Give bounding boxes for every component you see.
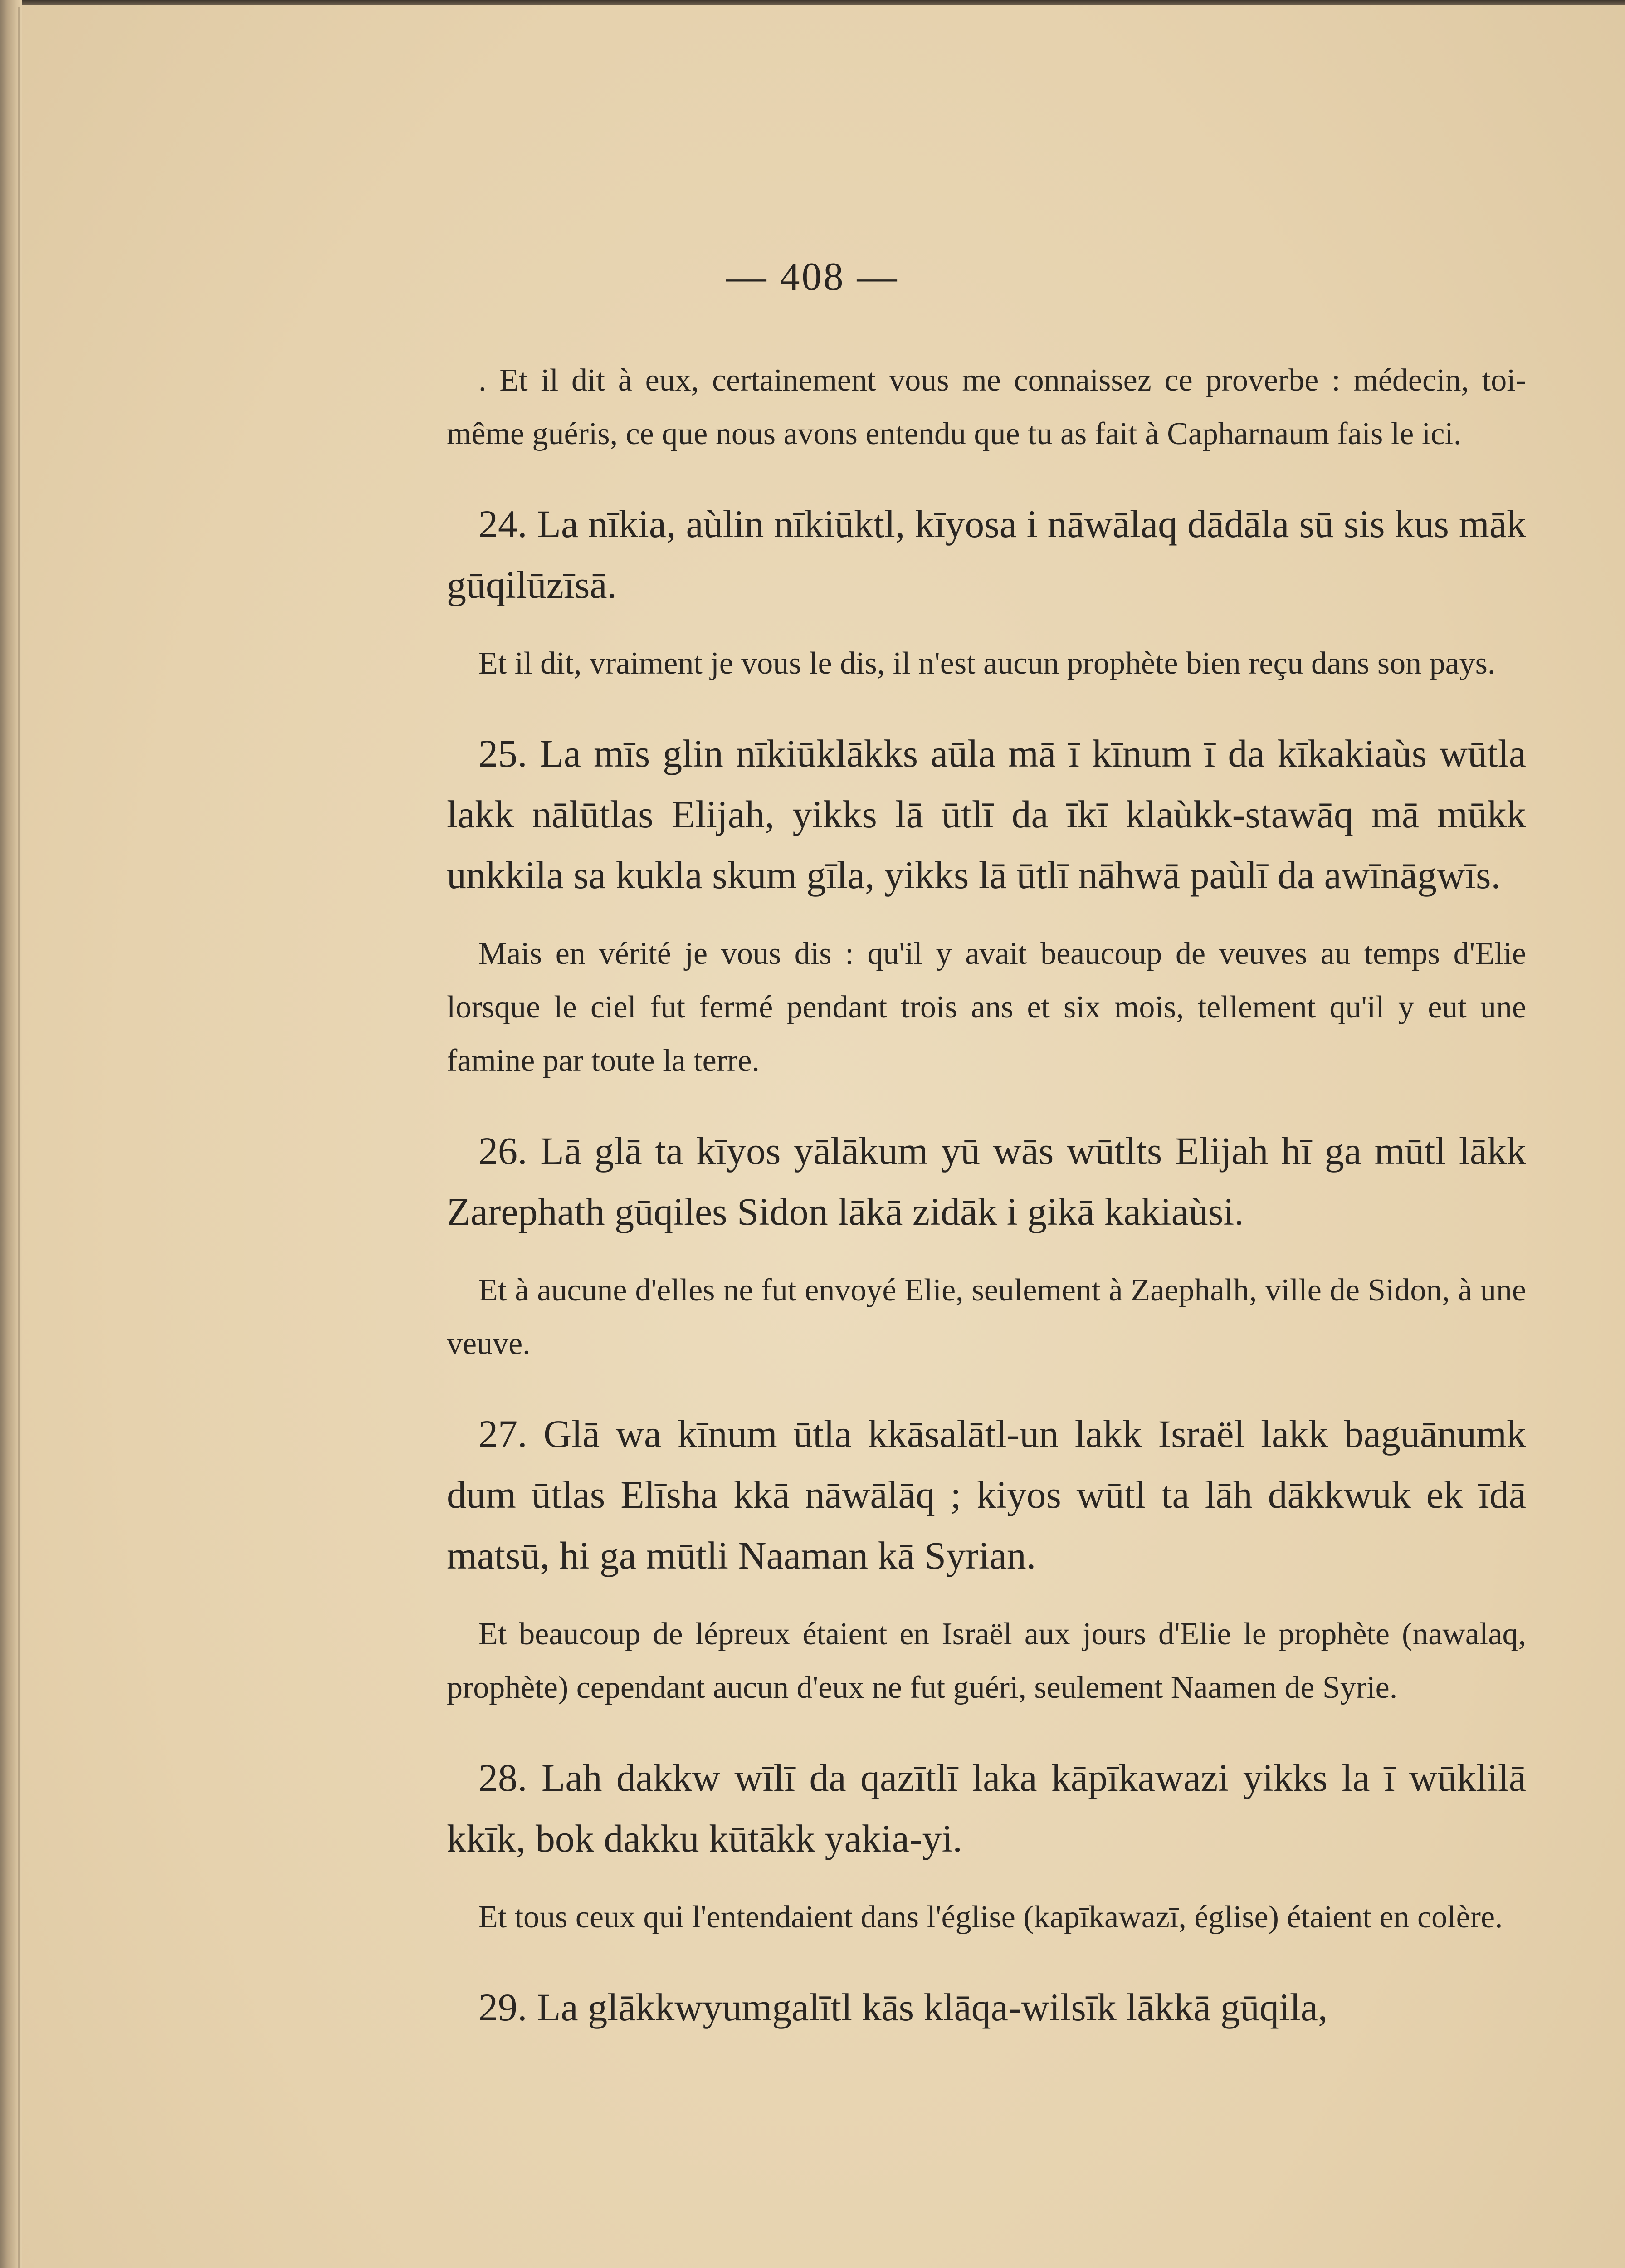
verse-24-french: Et il dit, vraiment je vous le dis, il n'est aucun prophète bien reçu dans son pays. — [478, 646, 1496, 681]
spacer — [447, 1242, 1526, 1264]
verse-25-french: Mais en vérité je vous dis : qu'il y avait beaucoup de veuves au temps d'Elie lorsque le ciel fut fermé pendant trois ans et six mois, tellement qu'il y eut une famine par toute la terre. — [447, 936, 1526, 1078]
verse-25-native: 25. La mīs glin nīkiūklākks aūla mā ī kīnum ī da kīkakiaùs wūtla lakk nālūtlas Elijah, yikks lā ūtlī da īkī klaùkk-stawāq mā mūkk unkkila sa kukla skum gīla, yikks lā ūtlī nāhwā paùlī da awīnāgwīs. — [447, 732, 1526, 897]
spine-fold-line — [18, 7, 20, 2268]
spacer — [447, 1869, 1526, 1891]
spacer — [447, 1944, 1526, 1977]
verse-27-native: 27. Glā wa kīnum ūtla kkāsalātl-un lakk Israël lakk baguānumk dum ūtlas Elīsha kkā nāwālāq ; kiyos wūtl ta lāh dākkwuk ek īdā matsū, hi ga mūtli Naaman kā Syrian. — [447, 1412, 1526, 1577]
spacer — [447, 461, 1526, 494]
spacer — [447, 905, 1526, 927]
verse-26-french: Et à aucune d'elles ne fut envoyé Elie, seulement à Zaephalh, ville de Sidon, à une veuve. — [447, 1273, 1526, 1361]
verse-23-french: . Et il dit à eux, certainement vous me connaissez ce proverbe : médecin, toi-même guéris, ce que nous avons entendu que tu as fait à Capharnaum fais le ici. — [447, 363, 1526, 451]
verse-24-native: 24. La nīkia, aùlin nīkiūktl, kīyosa i nāwālaq dādāla sū sis kus māk gūqilūzīsā. — [447, 502, 1526, 606]
spacer — [447, 1586, 1526, 1608]
page-number: — 408 — — [726, 255, 899, 299]
verse-27-french: Et beaucoup de lépreux étaient en Israël aux jours d'Elie le prophète (nawalaq, prophète) cependant aucun d'eux ne fut guéri, seulement Naamen de Syrie. — [447, 1617, 1526, 1705]
spacer — [447, 1088, 1526, 1120]
verse-29-native: 29. La glākkwyumgalītl kās klāqa-wilsīk lākkā gūqila, — [478, 1985, 1328, 2029]
verse-28-native: 28. Lah dakkw wīlī da qazītlī laka kāpīkawazi yikks la ī wūklilā kkīk, bok dakku kūtākk yakia-yi. — [447, 1756, 1526, 1860]
verse-28-french: Et tous ceux qui l'entendaient dans l'église (kapīkawazī, église) étaient en colère. — [478, 1900, 1503, 1935]
spacer — [447, 690, 1526, 723]
page-top-edge — [0, 0, 1625, 5]
spacer — [447, 1715, 1526, 1747]
verse-26-native: 26. Lā glā ta kīyos yālākum yū wās wūtlts Elijah hī ga mūtl lākk Zarephath gūqiles Sidon lākā zidāk i gikā kakiaùsi. — [447, 1129, 1526, 1233]
page-body — [447, 354, 1526, 2038]
spacer — [447, 1371, 1526, 1403]
spacer — [447, 615, 1526, 637]
